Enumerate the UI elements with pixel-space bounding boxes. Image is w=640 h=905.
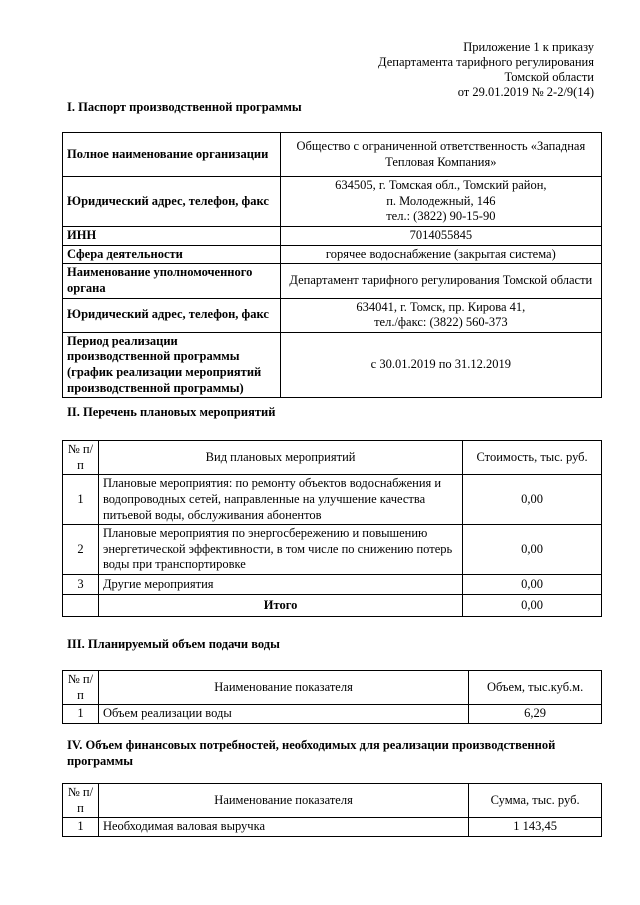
value-line: тел.: (3822) 90-15-90	[386, 209, 496, 224]
row-num: 1	[63, 475, 99, 525]
total-label: Итого	[98, 595, 462, 617]
row-name: Плановые мероприятия: по ремонту объектов водоснабжения и водопроводных сетей, направленные на улучшение качества питьевой воды, обслуживания абонентов	[98, 475, 462, 525]
row-label: Полное наименование организации	[63, 133, 281, 177]
col-header-value: Сумма, тыс. руб.	[469, 784, 602, 818]
row-num-empty	[63, 595, 99, 617]
table-header-row	[63, 441, 602, 475]
col-header-value: Объем, тыс.куб.м.	[469, 671, 602, 705]
col-header-name: Наименование показателя	[98, 671, 468, 705]
section3-title: III. Планируемый объем подачи воды	[67, 637, 280, 651]
row-label: Наименование уполномоченного органа	[63, 264, 281, 298]
row-name: Объем реализации воды	[98, 705, 468, 724]
row-value	[280, 177, 601, 227]
value-line: тел./факс: (3822) 560-373	[374, 315, 508, 330]
row-name: Необходимая валовая выручка	[98, 818, 468, 837]
col-header-name: Вид плановых мероприятий	[98, 441, 462, 475]
col-header-num: № п/п	[63, 441, 99, 475]
row-value: 6,29	[469, 705, 602, 724]
col-header-cost: Стоимость, тыс. руб.	[463, 441, 602, 475]
row-num: 2	[63, 525, 99, 575]
section2-title: II. Перечень плановых мероприятий	[67, 405, 276, 419]
col-header-num: № п/п	[63, 784, 99, 818]
header-line: Томской области	[504, 70, 594, 84]
passport-table	[62, 132, 602, 398]
header-line: Департамента тарифного регулирования	[378, 55, 594, 69]
row-label: Сфера деятельности	[63, 245, 281, 264]
col-header-num: № п/п	[63, 671, 99, 705]
row-name: Плановые мероприятия по энергосбережению и повышению энергетической эффективности, в том числе по снижению потерь воды при транспортировке	[98, 525, 462, 575]
table-row	[63, 818, 602, 837]
row-value: 1 143,45	[469, 818, 602, 837]
value-line: 634505, г. Томская обл., Томский район,	[335, 178, 547, 193]
table-row	[63, 705, 602, 724]
row-value: Департамент тарифного регулирования Томской области	[280, 264, 601, 298]
financial-needs-table	[62, 783, 602, 837]
table-row	[63, 245, 602, 264]
table-header-row	[63, 671, 602, 705]
table-row	[63, 177, 602, 227]
table-row	[63, 525, 602, 575]
header-line: от 29.01.2019 № 2-2/9(14)	[457, 85, 594, 99]
section4-title: IV. Объем финансовых потребностей, необходимых для реализации производственной программы	[67, 738, 556, 768]
row-num: 1	[63, 818, 99, 837]
table-row	[63, 332, 602, 398]
row-cost: 0,00	[463, 525, 602, 575]
row-value: 7014055845	[280, 227, 601, 246]
row-label: Юридический адрес, телефон, факс	[63, 177, 281, 227]
row-label: ИНН	[63, 227, 281, 246]
col-header-name: Наименование показателя	[98, 784, 468, 818]
row-num: 3	[63, 575, 99, 595]
table-row	[63, 227, 602, 246]
total-value: 0,00	[463, 595, 602, 617]
planned-activities-table	[62, 440, 602, 617]
table-row	[63, 575, 602, 595]
row-name: Другие мероприятия	[98, 575, 462, 595]
water-supply-table	[62, 670, 602, 724]
row-value: горячее водоснабжение (закрытая система)	[280, 245, 601, 264]
header-line: Приложение 1 к приказу	[463, 40, 594, 54]
table-row	[63, 133, 602, 177]
row-value: с 30.01.2019 по 31.12.2019	[280, 332, 601, 398]
value-line: 634041, г. Томск, пр. Кирова 41,	[356, 299, 526, 314]
row-value	[280, 298, 601, 332]
row-cost: 0,00	[463, 475, 602, 525]
table-row	[63, 264, 602, 298]
row-cost: 0,00	[463, 575, 602, 595]
row-value: Общество с ограниченной ответственность «Западная Тепловая Компания»	[280, 133, 601, 177]
section1-title: I. Паспорт производственной программы	[67, 100, 302, 114]
value-line: п. Молодежный, 146	[386, 193, 496, 208]
table-header-row	[63, 784, 602, 818]
row-label: Юридический адрес, телефон, факс	[63, 298, 281, 332]
table-row	[63, 475, 602, 525]
table-row	[63, 298, 602, 332]
row-label: Период реализации производственной программы (график реализации мероприятий производственной программы)	[63, 332, 281, 398]
row-num: 1	[63, 705, 99, 724]
table-total-row	[63, 595, 602, 617]
order-reference	[378, 40, 594, 100]
